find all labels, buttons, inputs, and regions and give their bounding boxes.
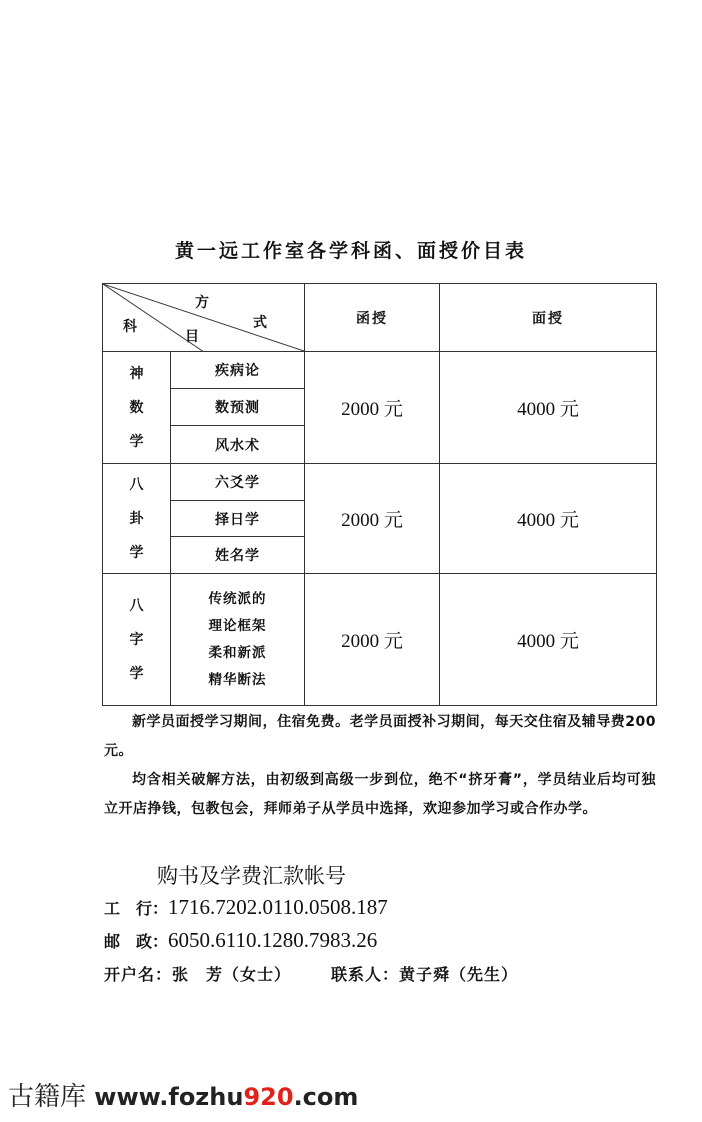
- subject-cell: 数预测: [171, 389, 305, 426]
- corner-top: 方: [195, 295, 209, 311]
- header-mail: 函授: [305, 284, 440, 352]
- subject-cell: 疾病论: [171, 352, 305, 389]
- price-table: [102, 283, 657, 706]
- contact-line: [104, 962, 518, 985]
- post-number: 6050.6110.1280.7983.26: [168, 928, 378, 952]
- category-cell: 八 卦 学: [103, 464, 171, 574]
- bank-number: 1716.7202.0110.0508.187: [168, 895, 388, 919]
- mail-price: 2000 元: [305, 574, 440, 706]
- note-paragraph: 新学员面授学习期间，住宿免费。老学员面授补习期间，每天交住宿及辅导费200元。: [104, 714, 656, 759]
- corner-header: [103, 284, 305, 352]
- mail-price: 2000 元: [305, 352, 440, 464]
- category-cell: 八 字 学: [103, 574, 171, 706]
- table-title: 黄一远工作室各学科函、面授价目表: [174, 240, 527, 262]
- table-row: [103, 464, 657, 501]
- face-price: 4000 元: [440, 464, 657, 574]
- watermark: [8, 1076, 358, 1113]
- corner-left: 科: [123, 319, 137, 335]
- subject-cell: 风水术: [171, 426, 305, 464]
- bank-account: [104, 895, 388, 920]
- header-row: [103, 284, 657, 352]
- subject-cell: 姓名学: [171, 537, 305, 574]
- bank-label: 工 行：: [104, 899, 169, 918]
- face-price: 4000 元: [440, 574, 657, 706]
- note-paragraph: 均含相关破解方法，由初级到高级一步到位，绝不“挤牙膏”，学员结业后均可独立开店挣钱，包教包会，拜师弟子从学员中选择，欢迎参加学习或合作办学。: [104, 772, 656, 817]
- header-face: 面授: [440, 284, 657, 352]
- account-title: 购书及学费汇款帐号: [157, 864, 346, 888]
- watermark-site-name: 古籍库: [8, 1082, 87, 1112]
- table-row: [103, 574, 657, 706]
- face-price: 4000 元: [440, 352, 657, 464]
- subject-cell: 择日学: [171, 501, 305, 537]
- subject-cell: 传统派的 理论框架 柔和新派 精华断法: [171, 574, 305, 706]
- post-label: 邮 政：: [104, 932, 169, 951]
- account-holder: 开户名：张 芳（女士）: [104, 965, 292, 984]
- subject-cell: 六爻学: [171, 464, 305, 501]
- mail-price: 2000 元: [305, 464, 440, 574]
- watermark-domain: www.fozhu920.com: [94, 1083, 359, 1111]
- post-account: [104, 928, 377, 953]
- contact-person: 联系人：黄子舜（先生）: [331, 965, 519, 984]
- category-cell: 神 数 学: [103, 352, 171, 464]
- corner-mid: 目: [185, 329, 199, 345]
- table-row: [103, 352, 657, 389]
- corner-right: 式: [253, 315, 267, 331]
